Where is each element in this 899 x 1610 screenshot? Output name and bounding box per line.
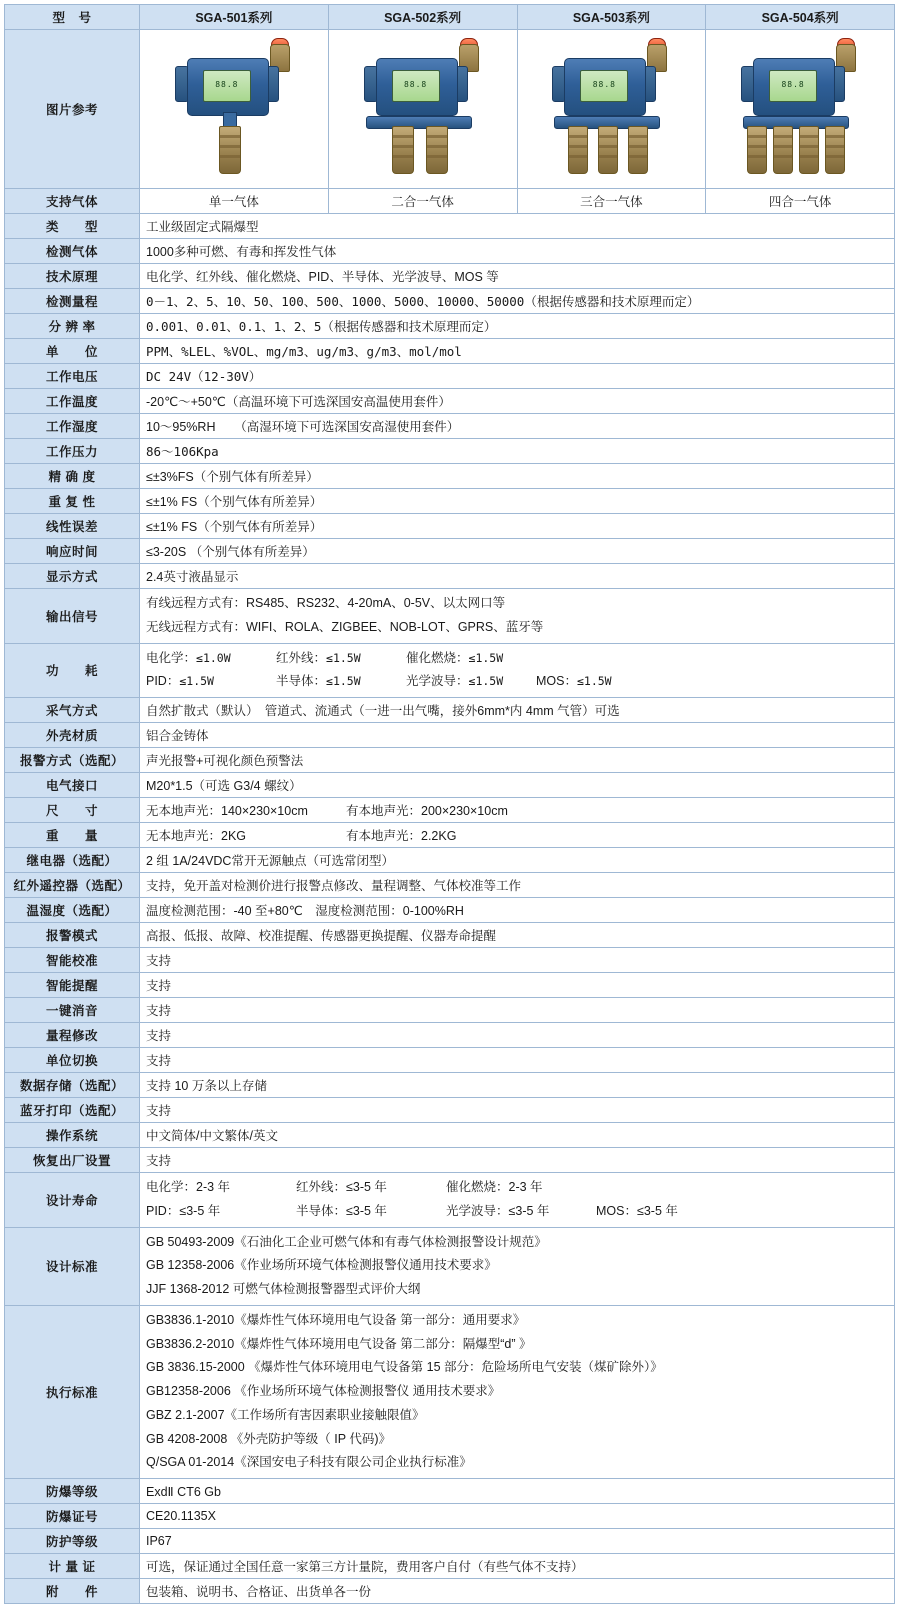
row-value: IP67: [140, 1529, 895, 1554]
row-value: 1000多种可燃、有毒和挥发性气体: [140, 239, 895, 264]
table-row: [5, 439, 895, 464]
row-value: 0.001、0.01、0.1、1、2、5（根据传感器和技术原理而定）: [140, 314, 895, 339]
row-value: PPM、%LEL、%VOL、mg/m3、ug/m3、g/m3、mol/mol: [140, 339, 895, 364]
power-value: [140, 643, 895, 698]
weight-row: [5, 823, 895, 848]
size-no-alarm: 无本地声光：140×230×10cm: [146, 804, 308, 818]
table-row: [5, 539, 895, 564]
screen-readout: 88.8: [592, 80, 616, 89]
table-row: [5, 1023, 895, 1048]
row-label-power: 功 耗: [5, 643, 140, 698]
power-item-name: MOS：: [536, 674, 577, 689]
row-value: 支持: [140, 998, 895, 1023]
table-row: [5, 264, 895, 289]
product-image-2: [328, 30, 517, 189]
row-value: 中文简体/中文繁体/英文: [140, 1123, 895, 1148]
power-item-value: ≤1.5W: [326, 650, 361, 665]
row-label: 数据存储（选配）: [5, 1073, 140, 1098]
row-value: CE20.1135X: [140, 1504, 895, 1529]
row-label: 智能校准: [5, 948, 140, 973]
table-row: [5, 214, 895, 239]
row-value: 铝合金铸体: [140, 723, 895, 748]
table-row: [5, 514, 895, 539]
row-label-output-signal: 输出信号: [5, 589, 140, 644]
table-row: [5, 898, 895, 923]
table-header-row: [5, 5, 895, 30]
table-row: [5, 464, 895, 489]
row-label: 继电器（选配）: [5, 848, 140, 873]
weight-no-alarm: 无本地声光：2KG: [146, 829, 247, 843]
table-row: [5, 1504, 895, 1529]
row-label: 防爆证号: [5, 1504, 140, 1529]
row-value: 支持，免开盖对检测价进行报警点修改、量程调整、气体校准等工作: [140, 873, 895, 898]
table-row: [5, 1554, 895, 1579]
model-header-3: SGA-503系列: [517, 5, 706, 30]
design-standard-row: [5, 1227, 895, 1305]
row-value: 可选，保证通过全国任意一家第三方计量院，费用客户自付（有些气体不支持）: [140, 1554, 895, 1579]
table-row: [5, 748, 895, 773]
row-value: 86～106Kpa: [140, 439, 895, 464]
row-value: 10～95%RH （高湿环境下可选深国安高湿使用套件）: [140, 414, 895, 439]
output-signal-row: [5, 589, 895, 644]
manifold-bar-icon: [366, 116, 472, 129]
row-label-design-standard: 设计标准: [5, 1227, 140, 1305]
table-row: [5, 948, 895, 973]
row-value: 支持: [140, 1148, 895, 1173]
output-signal-value: [140, 589, 895, 644]
row-label-size: 尺 寸: [5, 798, 140, 823]
lifetime-item-value: 2-3 年: [508, 1180, 543, 1194]
supported-gas-2: 二合一气体: [328, 189, 517, 214]
row-label: 精 确 度: [5, 464, 140, 489]
output-signal-wireless: 无线远程方式有：WIFI、ROLA、ZIGBEE、NOB-LOT、GPRS、蓝牙等: [146, 619, 544, 634]
row-label: 蓝牙打印（选配）: [5, 1098, 140, 1123]
lifetime-item-value: ≤3-5 年: [346, 1203, 387, 1218]
table-row: [5, 1048, 895, 1073]
row-label: 计 量 证: [5, 1554, 140, 1579]
power-item-name: 半导体：: [276, 674, 327, 689]
row-label: 报警模式: [5, 923, 140, 948]
lifetime-row: [5, 1173, 895, 1228]
row-value: ≤±3%FS（个别气体有所差异）: [140, 464, 895, 489]
image-row: [5, 30, 895, 189]
design-standard-line: JJF 1368-2012 可燃气体检测报警器型式评价大纲: [146, 1282, 421, 1296]
product-image-4: [706, 30, 895, 189]
power-item-name: 光学波导：: [406, 674, 469, 689]
row-value: ExdⅡ CT6 Gb: [140, 1479, 895, 1504]
device-screen: [392, 70, 440, 102]
sensor-probe-icon: [825, 126, 845, 174]
row-label: 报警方式（选配）: [5, 748, 140, 773]
row-value: 支持: [140, 1098, 895, 1123]
row-label: 技术原理: [5, 264, 140, 289]
model-header-2: SGA-502系列: [328, 5, 517, 30]
supported-gas-row: [5, 189, 895, 214]
table-row: [5, 564, 895, 589]
lifetime-value: [140, 1173, 895, 1228]
row-label: 操作系统: [5, 1123, 140, 1148]
row-label: 附 件: [5, 1579, 140, 1604]
size-value: [140, 798, 895, 823]
table-row: [5, 389, 895, 414]
row-value: 2.4英寸液晶显示: [140, 564, 895, 589]
row-value: 0－1、2、5、10、50、100、500、1000、5000、10000、50000（根据传感器和技术原理而定）: [140, 289, 895, 314]
device-screen: [769, 70, 817, 102]
row-label: 检测量程: [5, 289, 140, 314]
table-row: [5, 239, 895, 264]
row-label-image-reference: 图片参考: [5, 30, 140, 189]
row-value: 工业级固定式隔爆型: [140, 214, 895, 239]
power-item-value: ≤1.5W: [179, 674, 214, 689]
table-row: [5, 1529, 895, 1554]
row-label: 温湿度（选配）: [5, 898, 140, 923]
row-value: 支持: [140, 1048, 895, 1073]
table-row: [5, 973, 895, 998]
row-label: 防护等级: [5, 1529, 140, 1554]
lifetime-item-name: 电化学：: [146, 1180, 197, 1194]
exec-standard-line: GB3836.1-2010《爆炸性气体环境用电气设备 第一部分：通用要求》: [146, 1312, 526, 1327]
power-item-name: 电化学：: [146, 650, 197, 665]
row-label: 工作湿度: [5, 414, 140, 439]
row-value: 自然扩散式（默认） 管道式、流通式（一进一出气嘴，接外6mm*内 4mm 气管）可选: [140, 698, 895, 723]
table-row: [5, 1073, 895, 1098]
row-label: 采气方式: [5, 698, 140, 723]
table-row: [5, 698, 895, 723]
table-row: [5, 1579, 895, 1604]
lifetime-item-name: PID：: [146, 1203, 180, 1218]
power-item-value: ≤1.5W: [326, 674, 361, 689]
lifetime-item-value: 2-3 年: [196, 1180, 231, 1194]
power-item-name: 红外线：: [276, 650, 327, 665]
row-label: 线性误差: [5, 514, 140, 539]
row-value: ≤±1% FS（个别气体有所差异）: [140, 514, 895, 539]
lifetime-item-value: ≤3-5 年: [508, 1203, 550, 1218]
table-row: [5, 848, 895, 873]
lifetime-item-name: 红外线：: [296, 1180, 347, 1194]
row-label: 单 位: [5, 339, 140, 364]
header-label-model: 型 号: [5, 5, 140, 30]
table-row: [5, 364, 895, 389]
row-value: M20*1.5（可选 G3/4 螺纹）: [140, 773, 895, 798]
lifetime-item-name: 催化燃烧：: [446, 1180, 509, 1194]
table-row: [5, 773, 895, 798]
exec-standard-line: GBZ 2.1-2007《工作场所有害因素职业接触限值》: [146, 1407, 425, 1422]
row-value: 声光报警+可视化颜色预警法: [140, 748, 895, 773]
sensor-probe-icon: [773, 126, 793, 174]
power-item-value: ≤1.5W: [468, 674, 504, 689]
table-row: [5, 998, 895, 1023]
row-value: 包装箱、说明书、合格证、出货单各一份: [140, 1579, 895, 1604]
screen-readout: 88.8: [781, 80, 805, 89]
row-label-exec-standard: 执行标准: [5, 1305, 140, 1478]
row-value: 2 组 1A/24VDC常开无源触点（可选常闭型）: [140, 848, 895, 873]
sensor-probe-icon: [568, 126, 588, 174]
device-screen: [203, 70, 251, 102]
power-item-value: ≤1.0W: [196, 650, 231, 665]
supported-gas-3: 三合一气体: [517, 189, 706, 214]
exec-standard-line: Q/SGA 01-2014《深国安电子科技有限公司企业执行标准》: [146, 1455, 472, 1470]
row-value: 支持 10 万条以上存储: [140, 1073, 895, 1098]
power-item-value: ≤1.5W: [468, 650, 504, 665]
row-value: -20℃～+50℃（高温环境下可选深国安高温使用套件）: [140, 389, 895, 414]
row-label: 单位切换: [5, 1048, 140, 1073]
row-label-weight: 重 量: [5, 823, 140, 848]
sensor-probe-icon: [426, 126, 448, 174]
table-row: [5, 414, 895, 439]
sensor-probe-icon: [598, 126, 618, 174]
lifetime-item-name: MOS：: [596, 1203, 637, 1218]
row-value: 高报、低报、故障、校准提醒、传感器更换提醒、仪器寿命提醒: [140, 923, 895, 948]
screen-readout: 88.8: [403, 80, 428, 89]
weight-with-alarm: 有本地声光：2.2KG: [346, 829, 457, 843]
sensor-probe-icon: [219, 126, 241, 174]
design-standard-line: GB 12358-2006《作业场所环境气体检测报警仪通用技术要求》: [146, 1258, 497, 1273]
row-label: 工作电压: [5, 364, 140, 389]
supported-gas-1: 单一气体: [140, 189, 329, 214]
row-label: 分 辨 率: [5, 314, 140, 339]
row-label: 检测气体: [5, 239, 140, 264]
size-row: [5, 798, 895, 823]
row-label: 重 复 性: [5, 489, 140, 514]
row-label: 恢复出厂设置: [5, 1148, 140, 1173]
lifetime-item-value: ≤3-5 年: [179, 1203, 221, 1218]
weight-value: [140, 823, 895, 848]
power-item-name: 催化燃烧：: [406, 650, 469, 665]
output-signal-wired: 有线远程方式有：RS485、RS232、4-20mA、0-5V、以太网口等: [146, 596, 506, 610]
power-item-value: ≤1.5W: [576, 674, 612, 689]
row-value: 支持: [140, 973, 895, 998]
product-image-1: [140, 30, 329, 189]
row-value: 温度检测范围：-40 至+80℃ 湿度检测范围：0-100%RH: [140, 898, 895, 923]
exec-standard-line: GB 3836.15-2000 《爆炸性气体环境用电气设备第 15 部分：危险场所电气安装（煤矿除外）》: [146, 1360, 663, 1375]
sensor-probe-icon: [747, 126, 767, 174]
row-label: 红外遥控器（选配）: [5, 873, 140, 898]
table-row: [5, 339, 895, 364]
supported-gas-4: 四合一气体: [706, 189, 895, 214]
power-item-name: PID：: [146, 674, 180, 689]
row-label: 类 型: [5, 214, 140, 239]
design-standard-value: [140, 1227, 895, 1305]
sensor-probe-icon: [392, 126, 414, 174]
table-row: [5, 489, 895, 514]
lifetime-item-value: ≤3-5 年: [636, 1203, 678, 1218]
row-label: 电气接口: [5, 773, 140, 798]
row-label-supported-gas: 支持气体: [5, 189, 140, 214]
row-label: 防爆等级: [5, 1479, 140, 1504]
row-value: ≤3-20S （个别气体有所差异）: [140, 539, 895, 564]
model-header-4: SGA-504系列: [706, 5, 895, 30]
row-value: 支持: [140, 948, 895, 973]
exec-standard-line: GB3836.2-2010《爆炸性气体环境用电气设备 第二部分：隔爆型“d” 》: [146, 1336, 532, 1351]
table-row: [5, 1098, 895, 1123]
device-screen: [580, 70, 628, 102]
row-value: ≤±1% FS（个别气体有所差异）: [140, 489, 895, 514]
size-with-alarm: 有本地声光：200×230×10cm: [346, 804, 508, 818]
row-label: 外壳材质: [5, 723, 140, 748]
row-label: 工作温度: [5, 389, 140, 414]
exec-standard-value: [140, 1305, 895, 1478]
row-label: 显示方式: [5, 564, 140, 589]
sensor-probe-icon: [799, 126, 819, 174]
row-label-lifetime: 设计寿命: [5, 1173, 140, 1228]
table-row: [5, 1123, 895, 1148]
table-row: [5, 314, 895, 339]
table-row: [5, 1148, 895, 1173]
row-value: DC 24V（12-30V）: [140, 364, 895, 389]
row-label: 智能提醒: [5, 973, 140, 998]
exec-standard-line: GB12358-2006 《作业场所环境气体检测报警仪 通用技术要求》: [146, 1384, 501, 1398]
exec-standard-line: GB 4208-2008 《外壳防护等级（ IP 代码)》: [146, 1431, 391, 1446]
row-label: 量程修改: [5, 1023, 140, 1048]
row-value: 电化学、红外线、催化燃烧、PID、半导体、光学波导、MOS 等: [140, 264, 895, 289]
model-header-1: SGA-501系列: [140, 5, 329, 30]
row-label: 工作压力: [5, 439, 140, 464]
row-label: 响应时间: [5, 539, 140, 564]
row-value: 支持: [140, 1023, 895, 1048]
table-row: [5, 873, 895, 898]
table-row: [5, 1479, 895, 1504]
screen-readout: 88.8: [215, 80, 239, 89]
design-standard-line: GB 50493-2009《石油化工企业可燃气体和有毒气体检测报警设计规范》: [146, 1234, 547, 1249]
exec-standard-row: [5, 1305, 895, 1478]
product-image-3: [517, 30, 706, 189]
row-label: 一键消音: [5, 998, 140, 1023]
table-row: [5, 289, 895, 314]
table-row: [5, 923, 895, 948]
table-row: [5, 723, 895, 748]
specification-table: [4, 4, 895, 1604]
sensor-probe-icon: [628, 126, 648, 174]
lifetime-item-name: 光学波导：: [446, 1203, 509, 1218]
power-consumption-row: [5, 643, 895, 698]
lifetime-item-value: ≤3-5 年: [346, 1180, 387, 1194]
lifetime-item-name: 半导体：: [296, 1203, 347, 1218]
